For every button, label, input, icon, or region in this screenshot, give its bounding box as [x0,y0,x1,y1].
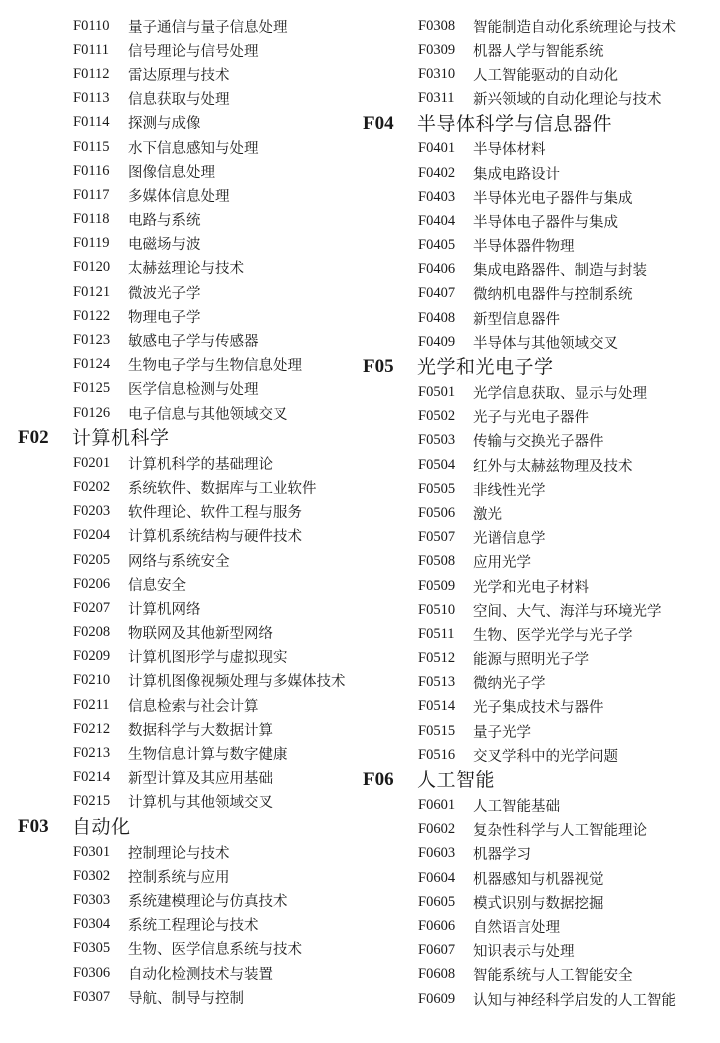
item-label: 自然语言处理 [473,919,560,936]
item-label: 微纳机电器件与控制系统 [473,287,633,304]
item-code: F0209 [73,648,111,665]
item-code: F0207 [73,599,111,616]
item-label: 模式识别与数据挖掘 [473,895,604,912]
item-code: F0205 [73,551,111,568]
list-item [18,232,363,256]
item-code: F0111 [73,41,109,58]
item-code: F0407 [418,285,456,302]
list-item [18,14,363,38]
item-code: F0501 [418,384,456,401]
item-label: 认知与神经科学启发的人工智能 [473,992,676,1009]
list-item [363,62,708,86]
list-item [363,87,708,111]
section-title: 自动化 [72,816,131,838]
list-item [18,87,363,111]
item-code: F0305 [73,940,111,957]
item-label: 医学信息检测与处理 [128,382,259,399]
list-item [18,304,363,328]
left-column [18,14,363,1009]
section-code: F02 [18,427,49,449]
item-code: F0408 [418,309,456,326]
list-item [363,550,708,574]
list-item [363,161,708,185]
list-item [363,234,708,258]
item-label: 空间、大气、海洋与环境光学 [473,603,662,620]
item-label: 新型计算及其应用基础 [128,771,273,788]
item-label: 智能系统与人工智能安全 [473,968,633,985]
list-item [18,451,363,475]
item-code: F0212 [73,720,111,737]
list-item [18,548,363,572]
list-item [18,937,363,961]
item-label: 计算机与其他领域交叉 [128,795,273,812]
list-item [18,766,363,790]
item-label: 系统软件、数据库与工业软件 [128,480,317,497]
item-code: F0406 [418,261,456,278]
item-label: 应用光学 [473,555,531,572]
item-label: 软件理论、软件工程与服务 [128,505,302,522]
item-code: F0310 [418,65,456,82]
item-code: F0403 [418,188,456,205]
list-item [18,475,363,499]
section-code: F06 [363,769,394,791]
item-label: 微纳光子学 [473,676,546,693]
list-item [18,256,363,280]
item-code: F0502 [418,408,456,425]
item-code: F0409 [418,333,456,350]
item-label: 半导体电子器件与集成 [473,214,618,231]
item-label: 机器感知与机器视觉 [473,871,604,888]
list-item [363,743,708,767]
list-item [18,401,363,425]
item-label: 控制系统与应用 [128,869,230,886]
item-code: F0512 [418,650,456,667]
item-label: 复杂性科学与人工智能理论 [473,823,647,840]
item-label: 自动化检测技术与装置 [128,966,273,983]
section-code: F05 [363,356,394,378]
list-item [363,963,708,987]
list-item [18,693,363,717]
item-label: 生物电子学与生物信息处理 [128,358,302,375]
item-label: 机器学习 [473,847,531,864]
list-item [18,669,363,693]
item-code: F0208 [73,624,111,641]
item-code: F0307 [73,988,111,1005]
item-label: 系统建模理论与仿真技术 [128,893,288,910]
item-label: 敏感电子学与传感器 [128,334,259,351]
list-item [363,185,708,209]
item-code: F0120 [73,259,111,276]
list-item [363,914,708,938]
item-label: 控制理论与技术 [128,845,230,862]
item-label: 生物、医学信息系统与技术 [128,942,302,959]
list-item [18,985,363,1009]
item-code: F0510 [418,601,456,618]
item-label: 光学和光电子材料 [473,579,589,596]
item-code: F0606 [418,917,456,934]
item-label: 红外与太赫兹物理及技术 [473,458,633,475]
item-code: F0206 [73,575,111,592]
item-code: F0112 [73,65,110,82]
item-label: 导航、制导与控制 [128,990,244,1007]
list-item [18,913,363,937]
item-label: 信息检索与社会计算 [128,698,259,715]
item-code: F0515 [418,722,456,739]
item-code: F0118 [73,211,110,228]
item-label: 物理电子学 [128,309,201,326]
list-item [18,840,363,864]
section-title: 计算机科学 [72,427,170,450]
list-item [363,477,708,501]
item-label: 集成电路设计 [473,166,560,183]
list-item [18,596,363,620]
right-column [363,14,708,1011]
item-code: F0404 [418,212,456,229]
item-label: 计算机科学的基础理论 [128,456,273,473]
item-code: F0603 [418,845,456,862]
section-title: 人工智能 [417,769,496,792]
item-code: F0124 [73,356,111,373]
item-code: F0202 [73,478,111,495]
section-heading [363,767,708,793]
section-heading [363,111,708,137]
item-label: 非线性光学 [473,482,546,499]
item-label: 计算机图像视频处理与多媒体技术 [128,674,346,691]
item-code: F0203 [73,503,111,520]
item-code: F0114 [73,114,110,131]
item-code: F0121 [73,283,111,300]
list-item [18,135,363,159]
item-label: 新型信息器件 [473,311,560,328]
item-code: F0213 [73,745,111,762]
item-code: F0201 [73,454,111,471]
list-item [18,377,363,401]
item-label: 集成电路器件、制造与封装 [473,263,647,280]
list-item [18,888,363,912]
item-code: F0601 [418,797,456,814]
item-code: F0514 [418,698,456,715]
item-code: F0301 [73,843,111,860]
item-code: F0211 [73,696,110,713]
item-label: 计算机系统结构与硬件技术 [128,529,302,546]
item-code: F0604 [418,869,456,886]
list-item [363,526,708,550]
list-item [363,818,708,842]
item-label: 物联网及其他新型网络 [128,626,273,643]
item-code: F0504 [418,456,456,473]
item-label: 探测与成像 [128,116,201,133]
item-code: F0204 [73,527,111,544]
item-label: 多媒体信息处理 [128,188,230,205]
item-label: 计算机网络 [128,601,201,618]
list-item [18,961,363,985]
section-heading [363,354,708,380]
item-code: F0210 [73,672,111,689]
item-code: F0113 [73,90,110,107]
item-code: F0126 [73,404,111,421]
list-item [363,429,708,453]
list-item [18,790,363,814]
list-item [363,282,708,306]
list-item [363,647,708,671]
list-item [18,159,363,183]
item-code: F0511 [418,625,455,642]
section-code: F04 [363,112,394,134]
list-item [363,890,708,914]
list-item [363,258,708,282]
item-code: F0311 [418,90,455,107]
list-item [363,38,708,62]
list-item [18,621,363,645]
list-item [363,939,708,963]
item-code: F0110 [73,17,110,34]
list-item [18,572,363,596]
item-code: F0401 [418,140,456,157]
item-label: 电磁场与波 [128,237,201,254]
item-label: 电子信息与其他领域交叉 [128,406,288,423]
list-item [18,111,363,135]
list-item [363,622,708,646]
item-label: 信号理论与信号处理 [128,43,259,60]
item-label: 网络与系统安全 [128,553,230,570]
item-code: F0516 [418,746,456,763]
item-label: 传输与交换光子器件 [473,434,604,451]
item-label: 人工智能驱动的自动化 [473,67,618,84]
item-label: 系统工程理论与技术 [128,918,259,935]
item-label: 光子与光电子器件 [473,410,589,427]
item-label: 光谱信息学 [473,531,546,548]
item-label: 人工智能基础 [473,799,560,816]
item-label: 半导体光电子器件与集成 [473,190,633,207]
item-label: 数据科学与大数据计算 [128,722,273,739]
item-label: 生物、医学光学与光子学 [473,627,633,644]
list-item [363,137,708,161]
list-item [363,380,708,404]
list-item [18,741,363,765]
list-item [363,405,708,429]
item-code: F0602 [418,821,456,838]
item-code: F0608 [418,966,456,983]
list-item [18,717,363,741]
item-code: F0508 [418,553,456,570]
list-item [363,671,708,695]
list-item [363,453,708,477]
item-code: F0215 [73,793,111,810]
item-label: 光学信息获取、显示与处理 [473,386,647,403]
item-label: 生物信息计算与数字健康 [128,747,288,764]
item-code: F0302 [73,867,111,884]
item-label: 量子光学 [473,724,531,741]
item-label: 太赫兹理论与技术 [128,261,244,278]
section-title: 半导体科学与信息器件 [417,112,613,135]
item-code: F0507 [418,529,456,546]
list-item [363,793,708,817]
item-code: F0405 [418,237,456,254]
item-label: 电路与系统 [128,213,201,230]
list-item [363,501,708,525]
item-code: F0119 [73,235,110,252]
item-code: F0607 [418,942,456,959]
list-item [363,598,708,622]
item-code: F0306 [73,964,111,981]
list-item [363,987,708,1011]
item-label: 信息获取与处理 [128,92,230,109]
item-code: F0125 [73,380,111,397]
list-item [18,62,363,86]
item-code: F0116 [73,162,110,179]
item-code: F0214 [73,769,111,786]
list-item [18,645,363,669]
item-code: F0123 [73,332,111,349]
list-item [363,719,708,743]
item-label: 半导体器件物理 [473,239,575,256]
section-code: F03 [18,816,49,837]
item-label: 水下信息感知与处理 [128,140,259,157]
list-item [18,353,363,377]
item-code: F0309 [418,41,456,58]
item-label: 雷达原理与技术 [128,67,230,84]
section-heading [18,814,363,840]
list-item [18,280,363,304]
item-label: 新兴领域的自动化理论与技术 [473,92,662,109]
item-code: F0605 [418,893,456,910]
list-item [18,208,363,232]
item-code: F0122 [73,307,111,324]
item-code: F0303 [73,891,111,908]
section-heading [18,425,363,451]
list-item [18,183,363,207]
item-code: F0402 [418,164,456,181]
item-label: 计算机图形学与虚拟现实 [128,650,288,667]
item-label: 量子通信与量子信息处理 [128,19,288,36]
list-item [18,864,363,888]
list-item [363,866,708,890]
list-item [18,38,363,62]
item-label: 半导体材料 [473,142,546,159]
item-code: F0308 [418,17,456,34]
list-item [363,695,708,719]
list-item [363,330,708,354]
item-label: 激光 [473,506,502,523]
item-code: F0115 [73,138,110,155]
item-label: 信息安全 [128,577,186,594]
item-code: F0505 [418,480,456,497]
item-label: 图像信息处理 [128,164,215,181]
list-item [363,306,708,330]
item-label: 交叉学科中的光学问题 [473,748,618,765]
list-item [363,574,708,598]
item-label: 光子集成技术与器件 [473,700,604,717]
list-item [18,524,363,548]
list-item [18,500,363,524]
item-label: 半导体与其他领域交叉 [473,335,618,352]
item-code: F0117 [73,186,110,203]
section-title: 光学和光电子学 [417,356,554,379]
item-label: 能源与照明光子学 [473,652,589,669]
item-code: F0513 [418,674,456,691]
item-label: 知识表示与处理 [473,944,575,961]
list-item [363,209,708,233]
item-label: 微波光子学 [128,285,201,302]
item-code: F0609 [418,990,456,1007]
item-code: F0503 [418,432,456,449]
item-code: F0509 [418,577,456,594]
list-item [363,842,708,866]
list-item [18,328,363,352]
item-label: 机器人学与智能系统 [473,43,604,60]
list-item [363,14,708,38]
item-label: 智能制造自动化系统理论与技术 [473,19,676,36]
item-code: F0304 [73,916,111,933]
item-code: F0506 [418,504,456,521]
